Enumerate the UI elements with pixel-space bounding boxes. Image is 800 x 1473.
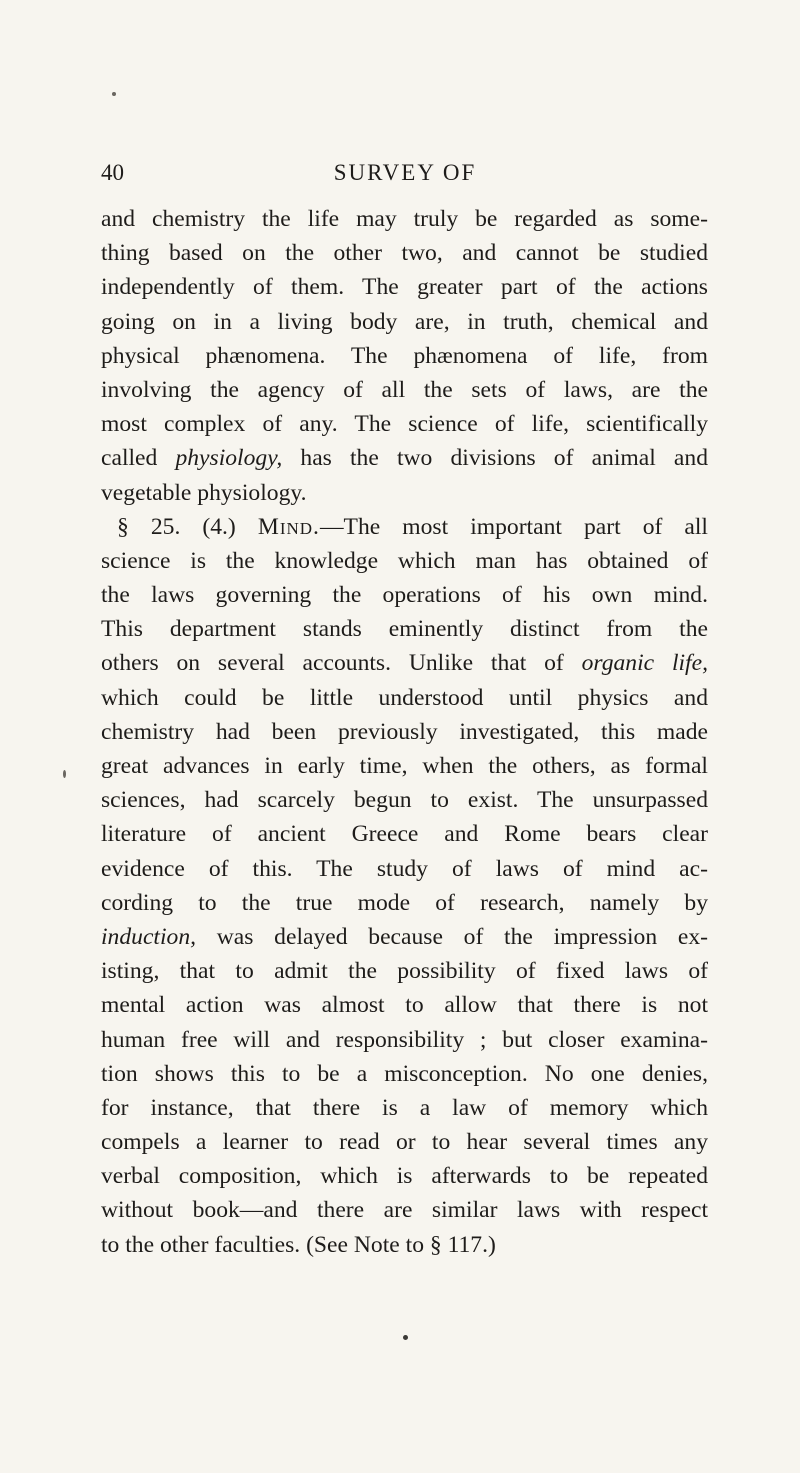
text-line: to the other faculties. (See Note to § 117.) bbox=[101, 1231, 496, 1258]
text-fragment: —The most important part of all bbox=[319, 513, 708, 540]
italic-term: induction, bbox=[101, 923, 197, 950]
text-line: and chemistry the life may truly be regarded as some- bbox=[101, 206, 708, 232]
text-line: which could be little understood until physics and bbox=[101, 684, 708, 711]
section-number: § 25. (4.) bbox=[117, 513, 258, 540]
text-line: physical phænomena. The phænomena of life, from bbox=[101, 342, 708, 369]
italic-term: organic life, bbox=[581, 650, 708, 677]
text-line: mental action was almost to allow that there is not bbox=[101, 992, 708, 1019]
body-text bbox=[101, 202, 708, 1262]
section-heading-line bbox=[101, 510, 708, 544]
running-head: SURVEY OF bbox=[333, 160, 477, 185]
text-line bbox=[101, 441, 708, 475]
text-fragment: was delayed because of the impression ex- bbox=[196, 923, 708, 950]
text-line: isting, that to admit the possibility of fixed laws of bbox=[101, 958, 708, 985]
text-line: chemistry had been previously investigated, this made bbox=[101, 718, 708, 745]
text-line: sciences, had scarcely begun to exist. The unsurpassed bbox=[101, 787, 708, 814]
text-line: thing based on the other two, and cannot be studied bbox=[101, 240, 708, 267]
text-line: tion shows this to be a misconception. No one denies, bbox=[101, 1060, 708, 1087]
paper-speck bbox=[403, 1335, 408, 1340]
section-heading: Mind. bbox=[257, 513, 320, 540]
text-line: the laws governing the operations of his own mind. bbox=[101, 582, 708, 609]
text-fragment: called bbox=[101, 445, 176, 472]
text-fragment: others on several accounts. Unlike that of bbox=[101, 650, 582, 677]
text-line: evidence of this. The study of laws of mind ac- bbox=[101, 855, 708, 882]
text-line bbox=[101, 920, 708, 954]
text-line: human free will and responsibility ; but closer examina- bbox=[101, 1026, 708, 1053]
text-line: independently of them. The greater part of the actions bbox=[101, 274, 708, 301]
paper-speck bbox=[112, 92, 116, 96]
text-line: compels a learner to read or to hear several times any bbox=[101, 1129, 708, 1156]
text-line: verbal composition, which is afterwards to be repeated bbox=[101, 1163, 708, 1190]
page-header bbox=[101, 160, 709, 190]
text-line: vegetable physiology. bbox=[101, 479, 307, 506]
text-line: going on in a living body are, in truth, chemical and bbox=[101, 308, 708, 335]
text-fragment: has the two divisions of animal and bbox=[282, 445, 708, 472]
text-line: cording to the true mode of research, namely by bbox=[101, 889, 708, 916]
text-line: This department stands eminently distinct from the bbox=[101, 616, 708, 643]
text-line: without book—and there are similar laws with respect bbox=[101, 1197, 708, 1224]
text-line: great advances in early time, when the others, as formal bbox=[101, 753, 708, 779]
text-line: for instance, that there is a law of memory which bbox=[101, 1094, 708, 1121]
text-line: involving the agency of all the sets of laws, are the bbox=[101, 376, 708, 403]
paper-speck bbox=[63, 770, 66, 778]
page-number: 40 bbox=[101, 160, 124, 185]
text-line: science is the knowledge which man has obtained of bbox=[101, 547, 708, 574]
text-line bbox=[101, 646, 708, 680]
text-line: literature of ancient Greece and Rome bears clear bbox=[101, 821, 708, 848]
text-line: most complex of any. The science of life, scientifically bbox=[101, 411, 708, 438]
italic-term: physiology, bbox=[175, 445, 283, 472]
